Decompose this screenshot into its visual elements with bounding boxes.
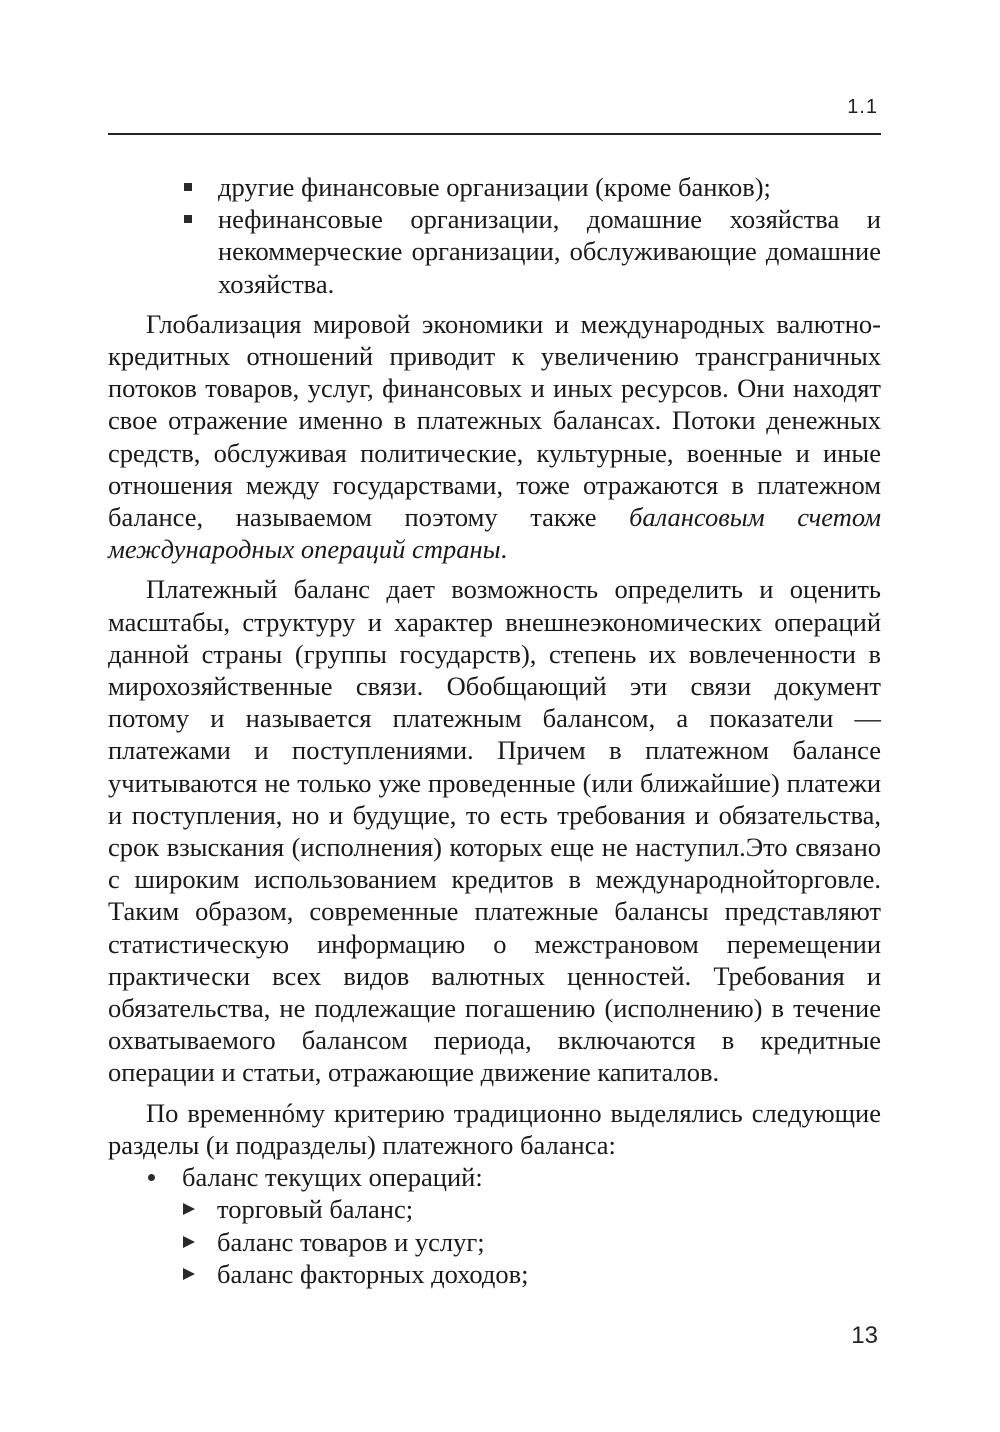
paragraph-end: . xyxy=(500,534,508,565)
page-content xyxy=(108,171,881,1290)
square-bullet-icon xyxy=(184,183,192,191)
paragraph-globalization xyxy=(108,308,881,566)
list-item: другие финансовые организации (кроме банков); xyxy=(108,171,881,203)
bullet-list-sections xyxy=(108,1161,881,1193)
page-number: 13 xyxy=(851,1322,878,1349)
triangle-bullet-icon xyxy=(183,1203,195,1215)
paragraph-balance: Платежный баланс дает возможность определить и оценить масштабы, структуру и характер внешнеэкономических операций данной страны (группы государств), степень их вовлеченности в мирохозяйственные связи. Обобщающий эти связи документ потому и называется платежным балансом, а показатели — платежами и поступлениями. Причем в платежном балансе учитываются не только уже проведенные (или ближайшие) платежи и поступления, но и будущие, то есть требования и обязательства, срок взыскания (исполнения) которых еще не наступил.Это связано с широким использованием кредитов в международнойторговле. Таким образом, современные платежные балансы представляют статистическую информацию о межстрановом перемещении практически всех видов валютных ценностей. Требования и обязательства, не подлежащие погашению (исполнению) в течение охватываемого балансом периода, включаются в кредитные операции и статьи, отражающие движение капиталов. xyxy=(108,574,881,1088)
bullet-list-subsections xyxy=(108,1193,881,1290)
bullet-list-top xyxy=(108,171,881,300)
paragraph-sections-intro: По временнóму критерию традиционно выделялись следующие разделы (и подразделы) платежного баланса: xyxy=(108,1097,881,1160)
round-bullet-icon xyxy=(148,1174,155,1181)
list-item: баланс товаров и услуг; xyxy=(108,1226,881,1258)
list-item: баланс текущих операций: xyxy=(108,1161,881,1193)
section-number: 1.1 xyxy=(847,96,878,118)
square-bullet-icon xyxy=(184,215,192,223)
list-item: нефинансовые организации, домашние хозяйства и некоммерческие организации, обслуживающие домашние хозяйства. xyxy=(108,203,881,300)
list-item: торговый баланс; xyxy=(108,1193,881,1225)
triangle-bullet-icon xyxy=(183,1268,195,1280)
triangle-bullet-icon xyxy=(183,1236,195,1248)
emphasis-term: балансовым счетом международных операций страны xyxy=(108,502,881,565)
header-divider xyxy=(108,133,881,135)
list-item: баланс факторных доходов; xyxy=(108,1258,881,1290)
paragraph-text: Глобализация мировой экономики и международных валютно-кредитных отношений приводит к увеличению трансграничных потоков товаров, услуг, финансовых и иных ресурсов. Они находят свое отражение именно в платежных балансах. Потоки денежных средств, обслуживая политические, культурные, военные и иные отношения между государствами, тоже отражаются в платежном балансе, называемом поэтому также xyxy=(108,308,881,533)
